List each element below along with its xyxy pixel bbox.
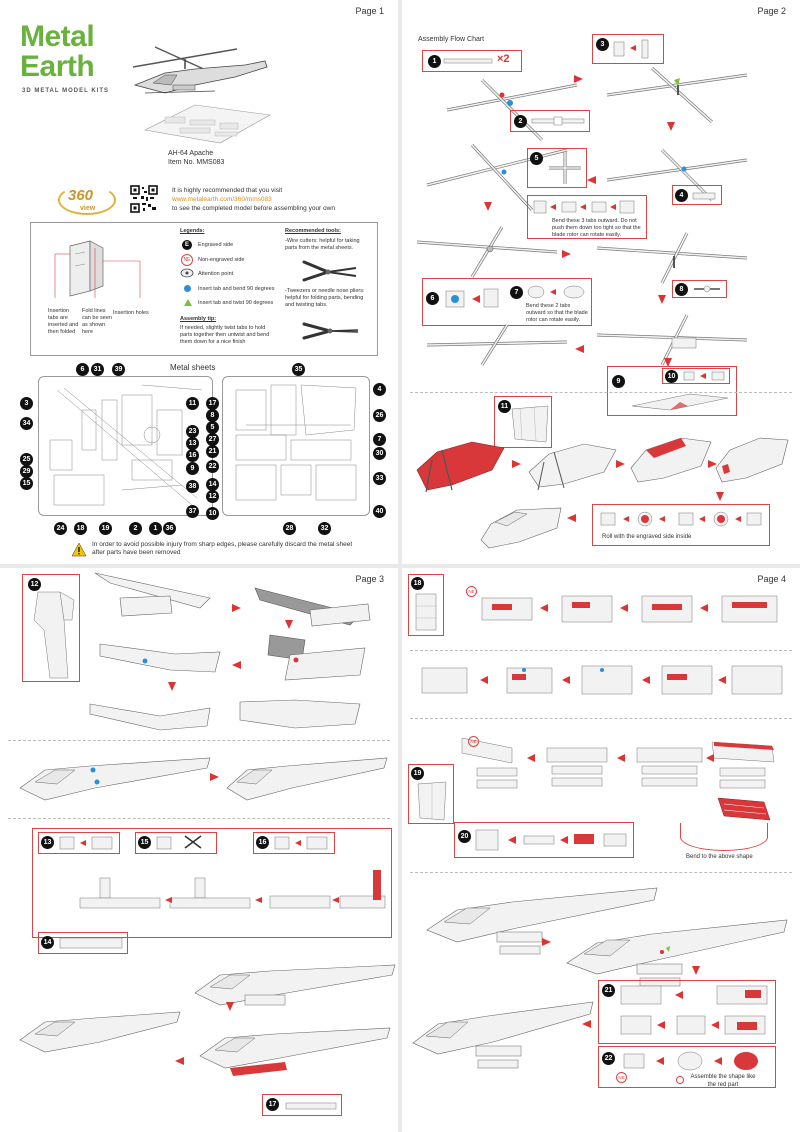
sheet-left-part-38: 38 xyxy=(186,480,199,493)
brand-logo-earth: Earth xyxy=(20,50,95,83)
rotor-hub-sequence xyxy=(532,197,644,217)
section-divider xyxy=(410,718,792,719)
instruction-page-4 xyxy=(402,568,800,1132)
step-5-badge: 5 xyxy=(530,152,543,165)
sheet-right-part-33: 33 xyxy=(373,472,386,485)
bend-note: Bend to the above shape xyxy=(686,854,753,860)
note-three-tabs: Bend these 3 tabs outward. Do not push them down too tight so that the blade rotor can rotate easily. xyxy=(552,218,641,239)
visit-line: It is highly recommended that you visit xyxy=(172,187,283,194)
sheet-left-part-16: 16 xyxy=(186,449,199,462)
tail-boom-e xyxy=(85,694,215,734)
small-clip-part xyxy=(692,191,717,201)
flow-arrow xyxy=(658,295,666,304)
legend-engraved-text: Engraved side xyxy=(198,242,234,248)
step-8-badge: 8 xyxy=(675,283,688,296)
sheet-left-part-36: 36 xyxy=(163,522,176,535)
helicopter-body-a xyxy=(190,953,398,1013)
page-number: Page 2 xyxy=(757,6,786,16)
fuselage-red-a xyxy=(412,430,512,495)
assemble-note: Assemble the shape like the red part xyxy=(690,1074,756,1088)
instruction-page-2 xyxy=(402,0,800,564)
fuselage-b xyxy=(524,432,624,492)
flow-arrow xyxy=(716,492,724,501)
sheet-right-part-10: 10 xyxy=(206,507,219,520)
step-22-badge: 22 xyxy=(602,1052,615,1065)
step-16-badge: 16 xyxy=(256,836,269,849)
sheet-right-part-17: 17 xyxy=(206,397,219,410)
sheet-right-part-40: 40 xyxy=(373,505,386,518)
step-21-parts xyxy=(617,982,773,1042)
step-20-badge: 20 xyxy=(458,830,471,843)
cockpit-assembled xyxy=(477,496,565,550)
sheet-right-parts xyxy=(226,380,366,512)
note-two-tabs: Bend these 2 tabs outward so that the blade rotor can rotate easily. xyxy=(526,303,588,324)
helicopter-body-b xyxy=(15,1000,185,1060)
brand-tagline: 3D METAL MODEL KITS xyxy=(22,88,110,94)
sheet-left-part-18: 18 xyxy=(74,522,87,535)
fuselage-red-c xyxy=(626,428,716,488)
pliers-icon xyxy=(300,318,360,344)
label-fold-lines: Fold lines can be seen as shown here xyxy=(82,308,112,336)
assemble-shape-icon xyxy=(676,1076,684,1084)
bend-shape-curve xyxy=(680,823,768,851)
legend-engraved-symbol: E xyxy=(182,240,192,250)
sheet-right-part-22: 22 xyxy=(206,460,219,473)
step-3-badge: 3 xyxy=(596,38,609,51)
blue-dot-icon xyxy=(184,285,191,292)
helicopter-model-image xyxy=(125,45,275,145)
step-13-part xyxy=(58,834,118,852)
wing-assembly-row-1 xyxy=(452,588,792,638)
sheet-left-part-37: 37 xyxy=(186,505,199,518)
sheet-left-part-3: 3 xyxy=(20,397,33,410)
wing-assembly-row-2 xyxy=(412,658,792,703)
qr-code-icon xyxy=(130,185,158,213)
sheet-left-part-24: 24 xyxy=(54,522,67,535)
ne-marker-2: NE xyxy=(468,736,479,747)
legend-title: Legends: xyxy=(180,228,205,234)
section-divider xyxy=(410,392,792,393)
step-21-badge: 21 xyxy=(602,984,615,997)
step-10-badge: 10 xyxy=(665,370,678,383)
flow-arrow xyxy=(232,661,241,669)
rotor-assembly-h xyxy=(592,310,752,370)
model-name: AH-64 Apache xyxy=(168,150,214,157)
flow-arrow xyxy=(232,604,241,612)
step-17-badge: 17 xyxy=(266,1098,279,1111)
flow-arrow xyxy=(175,1057,184,1065)
attention-point-icon xyxy=(180,268,194,278)
step-10-part xyxy=(682,370,728,382)
rotor-assembly-g xyxy=(422,320,572,370)
legend-blue-text: Insert tab and bend 90 degrees xyxy=(198,286,275,292)
roll-sequence xyxy=(597,508,767,530)
sheet-left-part-1: 1 xyxy=(149,522,162,535)
tail-boom-c xyxy=(260,630,370,685)
sheet-left-part-9: 9 xyxy=(186,462,199,475)
wire-cutters-icon xyxy=(300,258,360,284)
model-item-number: Item No. MMS083 xyxy=(168,159,225,166)
sheet-right-part-12: 12 xyxy=(206,490,219,503)
step-9-badge: 9 xyxy=(612,375,625,388)
roll-note: Roll with the engraved side inside xyxy=(602,534,692,540)
badge-360-text: 360 xyxy=(68,187,94,204)
flow-arrow xyxy=(567,514,576,522)
cross-blade-part xyxy=(532,116,584,126)
legend-attention-text: Attention point xyxy=(198,271,234,277)
step-15-badge: 15 xyxy=(138,836,151,849)
page-number: Page 1 xyxy=(355,6,384,16)
tail-boom-d xyxy=(95,634,225,679)
brand-logo-metal: Metal xyxy=(20,20,95,53)
sheet-left-part-6: 6 xyxy=(76,363,89,376)
sheet-right-part-7: 7 xyxy=(373,433,386,446)
cross-hub-part xyxy=(547,150,583,186)
sheet-left-part-23: 23 xyxy=(186,425,199,438)
legend-non-engraved-text: Non-engraved side xyxy=(198,257,245,263)
helicopter-body-c xyxy=(195,1016,395,1086)
rotor-assembly-b xyxy=(602,60,752,130)
page-number: Page 3 xyxy=(355,574,384,584)
step-15-part xyxy=(155,834,215,852)
sheet-left-part-39: 39 xyxy=(112,363,125,376)
fuselage-tail-join-b xyxy=(222,748,392,808)
sheet-left-part-13: 13 xyxy=(186,437,199,450)
step-11-badge: 11 xyxy=(498,400,511,413)
tail-boom-a xyxy=(90,568,220,628)
quantity-x2: ×2 xyxy=(497,53,510,65)
step-6-part xyxy=(442,283,502,313)
step-20-part xyxy=(474,826,630,854)
step-7-part xyxy=(526,280,588,304)
flow-arrow xyxy=(574,75,583,83)
ne-marker: NE xyxy=(466,586,477,597)
step-14-badge: 14 xyxy=(41,936,54,949)
view360-url-link[interactable]: www.metalearth.com/360/mms083 xyxy=(172,196,272,203)
sheet-right-part-5: 5 xyxy=(206,421,219,434)
section-divider xyxy=(8,818,390,819)
step-19-part xyxy=(414,780,452,822)
rotor-assembly-f xyxy=(592,228,752,288)
sheet-left-part-31: 31 xyxy=(91,363,104,376)
helicopter-final-c xyxy=(408,988,598,1078)
sheet-right-part-26: 26 xyxy=(373,409,386,422)
rotor-assembly-e xyxy=(412,222,562,282)
tools-title: Recommended tools: xyxy=(285,228,341,234)
tail-boom-flat-part xyxy=(30,590,76,680)
flow-arrow xyxy=(210,773,219,781)
step-13-badge: 13 xyxy=(41,836,54,849)
flow-arrow xyxy=(562,250,571,258)
instruction-page-1 xyxy=(0,0,398,564)
tools-pliers-text: -Tweezers or needle nose pliers: helpful for folding parts, bending and twisting tabs. xyxy=(285,288,365,309)
step-22-parts xyxy=(620,1048,770,1074)
step-19-badge: 19 xyxy=(411,767,424,780)
flow-arrow xyxy=(587,176,596,184)
metal-sheets-title: Metal sheets xyxy=(170,363,216,372)
tail-boom-f xyxy=(235,692,365,734)
warning-text: In order to avoid possible injury from sharp edges, please carefully discard the metal sheet after parts have been removed xyxy=(92,541,353,557)
sheet-left-part-29: 29 xyxy=(20,465,33,478)
tools-cutters-text: -Wire cutters: helpful for taking parts from the metal sheets. xyxy=(285,238,360,252)
sheet-left-part-2: 2 xyxy=(129,522,142,535)
label-insertion-tabs: Insertion tabs are inserted and then folded xyxy=(48,308,79,336)
flow-arrow xyxy=(667,122,675,131)
sheet-left-part-19: 19 xyxy=(99,522,112,535)
sheet-right-part-27: 27 xyxy=(206,433,219,446)
page-number: Page 4 xyxy=(757,574,786,584)
sheet-right-part-8: 8 xyxy=(206,409,219,422)
assembly-tip-text: If needed, slightly twist tabs to hold parts together then untwist and bend them down for a nice finish xyxy=(180,325,270,346)
sheet-right-part-35: 35 xyxy=(292,363,305,376)
ne-marker-3: NE xyxy=(616,1072,627,1083)
label-insertion-holes: Insertion holes xyxy=(113,310,149,316)
flow-arrow xyxy=(168,682,176,691)
step-6-badge: 6 xyxy=(426,292,439,305)
sheet-left-parts xyxy=(42,380,210,512)
section-divider xyxy=(8,740,390,741)
flow-arrow xyxy=(542,938,551,946)
sheet-right-part-28: 28 xyxy=(283,522,296,535)
fuselage-tail-join-a xyxy=(15,748,215,808)
view-360-badge xyxy=(58,183,118,217)
step-18-badge: 18 xyxy=(411,577,424,590)
section-divider xyxy=(410,650,792,651)
step-4-badge: 4 xyxy=(675,189,688,202)
green-triangle-icon xyxy=(184,299,192,306)
flow-arrow xyxy=(226,1002,234,1011)
sheet-right-part-4: 4 xyxy=(373,383,386,396)
badge-view-text: view xyxy=(80,205,96,212)
legend-non-engraved-symbol: NE xyxy=(181,254,193,266)
mast-part xyxy=(612,38,660,60)
sheet-right-part-30: 30 xyxy=(373,447,386,460)
sheet-right-part-14: 14 xyxy=(206,478,219,491)
warning-icon xyxy=(72,543,86,556)
step-8-part xyxy=(692,284,722,294)
step-14-part xyxy=(58,936,124,950)
visit-line-3: to see the completed model before assembling your own xyxy=(172,205,335,212)
assembly-tip-title: Assembly tip: xyxy=(180,316,217,322)
sheet-left-part-34: 34 xyxy=(20,417,33,430)
step-12-badge: 12 xyxy=(28,578,41,591)
sheet-left-part-25: 25 xyxy=(20,453,33,466)
rotor-blade-part xyxy=(444,56,494,66)
flow-arrow xyxy=(616,460,625,468)
section-divider xyxy=(410,872,792,873)
sheet-right-part-21: 21 xyxy=(206,445,219,458)
flow-arrow xyxy=(285,620,293,629)
flow-arrow xyxy=(512,460,521,468)
step-1-badge: 1 xyxy=(428,55,441,68)
step-17-part xyxy=(284,1100,338,1112)
flow-chart-title: Assembly Flow Chart xyxy=(418,36,485,43)
fuselage-d xyxy=(712,428,792,488)
fold-diagram xyxy=(45,236,165,306)
flow-arrow xyxy=(575,345,584,353)
flow-arrow xyxy=(692,966,700,975)
step-2-badge: 2 xyxy=(514,115,527,128)
step-16-part xyxy=(273,834,333,852)
sheet-right-part-32: 32 xyxy=(318,522,331,535)
step-18-part xyxy=(412,592,442,632)
sheet-left-part-15: 15 xyxy=(20,477,33,490)
sheet-left-part-11: 11 xyxy=(186,397,199,410)
instruction-page-3 xyxy=(0,568,398,1132)
step-7-badge: 7 xyxy=(510,286,523,299)
flow-arrow xyxy=(484,202,492,211)
legend-green-text: Insert tab and twist 90 degrees xyxy=(198,300,274,306)
weapon-pylon-sequence xyxy=(60,868,390,918)
flow-arrow xyxy=(582,1020,591,1028)
tail-boom-b xyxy=(250,580,380,635)
